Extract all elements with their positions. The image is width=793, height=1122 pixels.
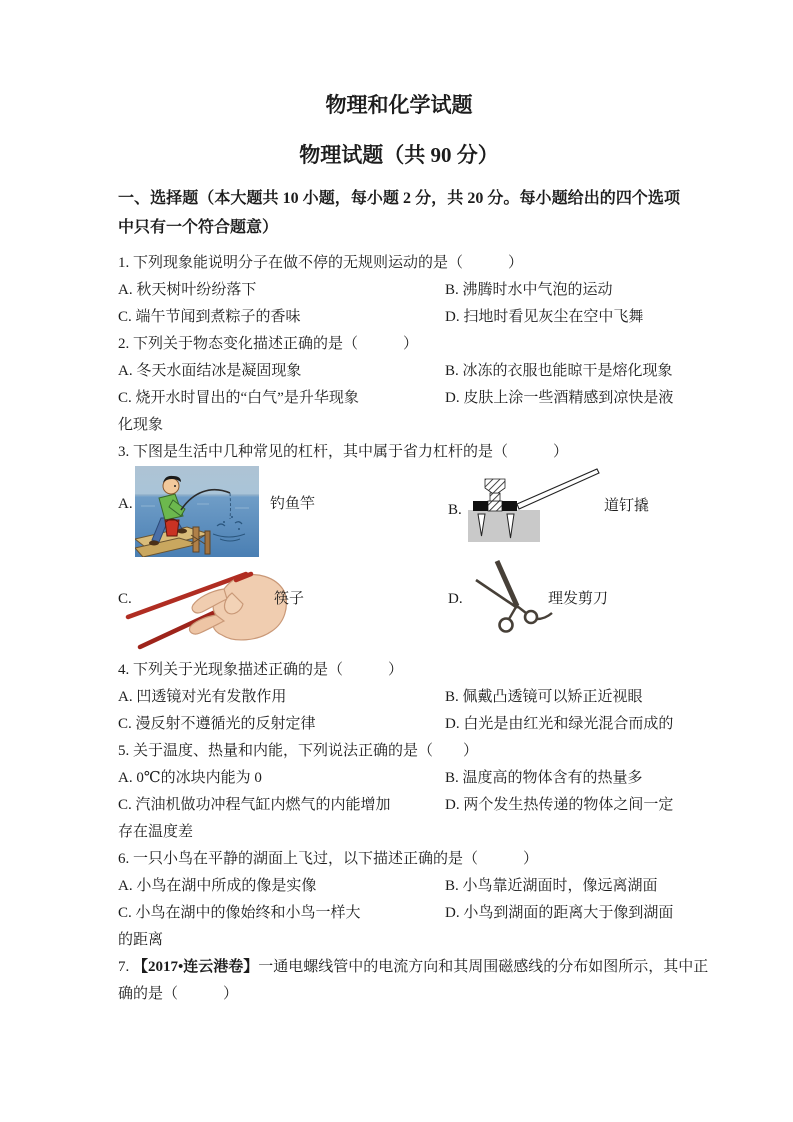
question-3-figures-cd [118, 559, 680, 657]
option-4d: D. 白光是由红光和绿光混合而成的 [445, 716, 674, 732]
option-6a: A. 小鸟在湖中所成的像是实像 [118, 878, 317, 894]
question-7-text: 一通电螺线管中的电流方向和其周围磁感线的分布如图所示，其中正 [258, 959, 709, 975]
question-1-options-ab [118, 277, 680, 304]
option-5d-wrap: 存在温度差 [118, 824, 194, 840]
figure-a-caption: 钓鱼竿 [270, 496, 316, 512]
question-2-options-ab [118, 358, 680, 385]
option-4a: A. 凹透镜对光有发散作用 [118, 689, 287, 705]
question-3-figures-ab [118, 466, 680, 559]
question-1-options-cd [118, 304, 680, 331]
option-5c: C. 汽油机做功冲程气缸内燃气的内能增加 [118, 797, 391, 813]
question-2-stem: 2. 下列关于物态变化描述正确的是（ ） [118, 336, 419, 352]
figure-d-label: D. [448, 591, 463, 607]
option-2a: A. 冬天水面结冰是凝固现象 [118, 363, 302, 379]
question-6-options-ab [118, 873, 680, 900]
figure-c-caption: 筷子 [274, 591, 305, 607]
option-1b: B. 沸腾时水中气泡的运动 [445, 282, 613, 298]
question-4-options-ab [118, 684, 680, 711]
question-7-number: 7. [118, 959, 133, 975]
question-4-stem: 4. 下列关于光现象描述正确的是（ ） [118, 662, 404, 678]
option-6d-wrap: 的距离 [118, 932, 164, 948]
fishing-scene-image [135, 466, 259, 557]
figure-b-caption: 道钉撬 [604, 498, 650, 514]
option-4c: C. 漫反射不遵循光的反射定律 [118, 716, 316, 732]
question-1-stem: 1. 下列现象能说明分子在做不停的无规则运动的是（ ） [118, 255, 524, 271]
option-1c: C. 端午节闻到煮粽子的香味 [118, 309, 301, 325]
option-1d: D. 扫地时看见灰尘在空中飞舞 [445, 309, 644, 325]
option-5a: A. 0℃的冰块内能为 0 [118, 770, 262, 786]
option-6c: C. 小鸟在湖中的像始终和小鸟一样大 [118, 905, 361, 921]
figure-a-label: A. [118, 496, 133, 512]
option-2d: D. 皮肤上涂一些酒精感到凉快是液 [445, 390, 674, 406]
question-5-stem: 5. 关于温度、热量和内能，下列说法正确的是（ ） [118, 743, 479, 759]
question-7-stem [118, 954, 709, 981]
figure-d-caption: 理发剪刀 [548, 591, 609, 607]
page-subtitle: 物理试题（共 90 分） [299, 143, 499, 167]
option-4b: B. 佩戴凸透镜可以矫正近视眼 [445, 689, 643, 705]
question-list [118, 250, 709, 1008]
question-5-options-cd [118, 792, 680, 819]
option-1a: A. 秋天树叶纷纷落下 [118, 282, 257, 298]
question-5-options-ab [118, 765, 680, 792]
question-3-stem: 3. 下图是生活中几种常见的杠杆，其中属于省力杠杆的是（ ） [118, 444, 569, 460]
question-2-options-cd [118, 385, 680, 412]
question-7-source-tag: 【2017•连云港卷】 [133, 959, 259, 975]
figure-c-label: C. [118, 591, 132, 607]
figure-b-label: B. [448, 502, 462, 518]
rail-spike-crowbar-image [468, 468, 604, 552]
question-7-stem-wrap: 确的是（ ） [118, 986, 239, 1002]
question-6-stem: 6. 一只小鸟在平静的湖面上飞过，以下描述正确的是（ ） [118, 851, 539, 867]
option-2b: B. 冰冻的衣服也能晾干是熔化现象 [445, 363, 673, 379]
option-6d: D. 小鸟到湖面的距离大于像到湖面 [445, 905, 674, 921]
option-5b: B. 温度高的物体含有的热量多 [445, 770, 643, 786]
section-heading: 一、选择题（本大题共 10 小题，每小题 2 分，共 20 分。每小题给出的四个选项中只有一个符合题意） [118, 190, 680, 236]
question-4-options-cd [118, 711, 680, 738]
question-6-options-cd [118, 900, 680, 927]
option-6b: B. 小鸟靠近湖面时，像远离湖面 [445, 878, 658, 894]
option-2c: C. 烧开水时冒出的“白气”是升华现象 [118, 390, 359, 406]
exam-content [118, 90, 709, 1008]
option-5d: D. 两个发生热传递的物体之间一定 [445, 797, 674, 813]
barber-scissors-image [470, 559, 560, 639]
option-2d-wrap: 化现象 [118, 417, 164, 433]
page-title: 物理和化学试题 [325, 93, 473, 117]
